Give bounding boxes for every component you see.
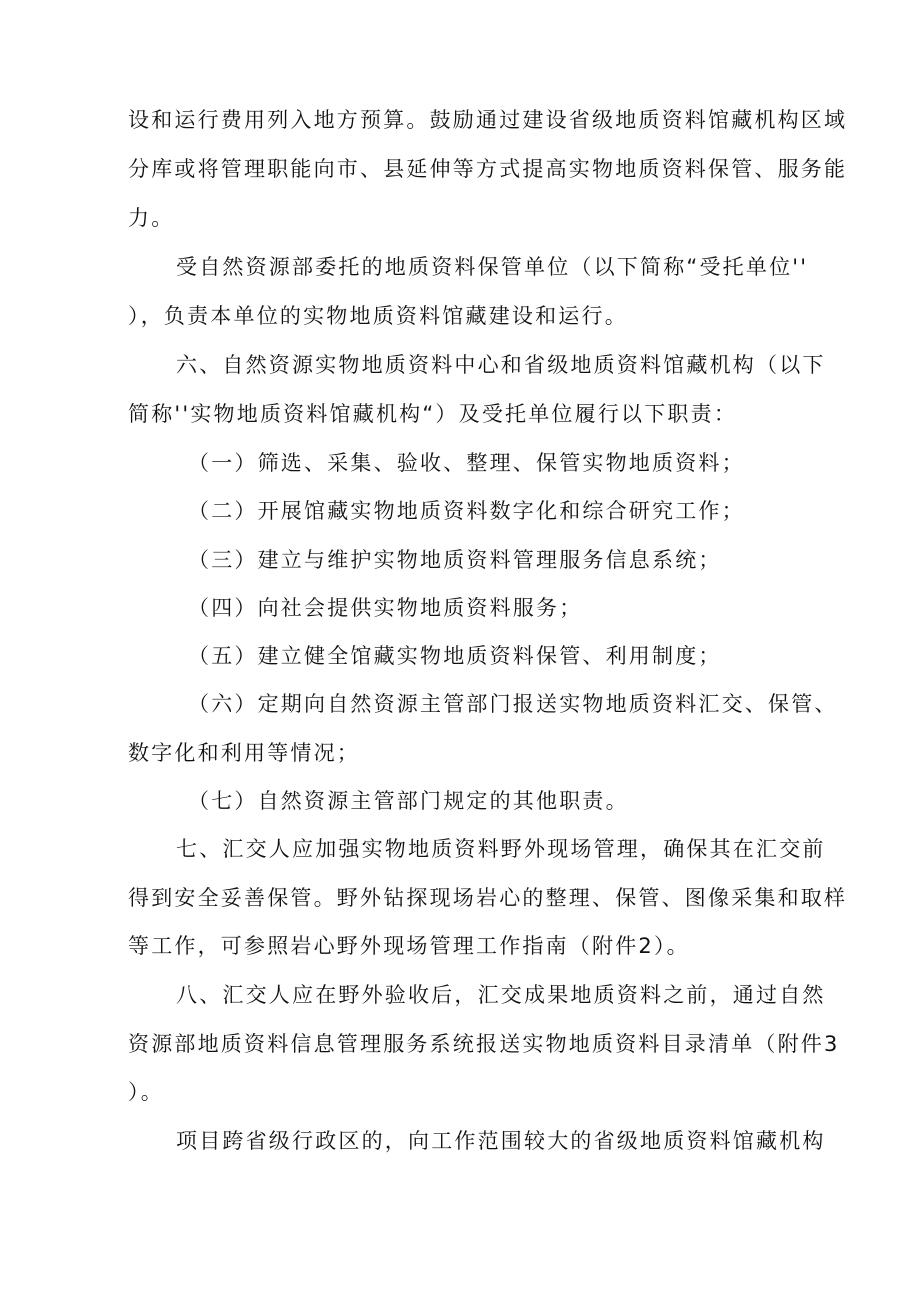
duty-item-6: （六）定期向自然资源主管部门报送实物地质资料汇交、保管、 bbox=[188, 692, 838, 716]
text-line-2: 分库或将管理职能向市、县延伸等方式提高实物地质资料保管、服务能 bbox=[128, 157, 848, 181]
text-line-22: 项目跨省级行政区的，向工作范围较大的省级地质资料馆藏机构 bbox=[176, 1129, 826, 1153]
duty-item-5: （五）建立健全馆藏实物地质资料保管、利用制度； bbox=[188, 644, 722, 668]
duty-item-7: （七）自然资源主管部门规定的其他职责。 bbox=[188, 789, 629, 813]
text-line-18: 等工作，可参照岩心野外现场管理工作指南（附件2）。 bbox=[128, 934, 690, 958]
text-line-16: 七、汇交人应加强实物地质资料野外现场管理，确保其在汇交前 bbox=[176, 837, 826, 861]
text-line-3: 力。 bbox=[128, 206, 175, 230]
duty-item-6-continuation: 数字化和利用等情况； bbox=[128, 741, 360, 765]
text-line-21: ）。 bbox=[128, 1080, 164, 1104]
duty-item-4: （四）向社会提供实物地质资料服务； bbox=[188, 596, 583, 620]
text-line-7: 简称''实物地质资料馆藏机构“）及受托单位履行以下职责： bbox=[128, 402, 738, 426]
text-line-5: ），负责本单位的实物地质资料馆藏建设和运行。 bbox=[128, 304, 628, 328]
duty-item-3: （三）建立与维护实物地质资料管理服务信息系统； bbox=[188, 548, 722, 572]
text-line-17: 得到安全妥善保管。野外钻探现场岩心的整理、保管、图像采集和取样 bbox=[128, 886, 848, 910]
text-line-19: 八、汇交人应在野外验收后，汇交成果地质资料之前，通过自然 bbox=[176, 983, 826, 1007]
text-line-4: 受自然资源部委托的地质资料保管单位（以下简称“受托单位'' bbox=[176, 255, 809, 279]
text-line-20: 资源部地质资料信息管理服务系统报送实物地质资料目录清单（附件3 bbox=[128, 1032, 840, 1056]
text-line-1: 设和运行费用列入地方预算。鼓励通过建设省级地质资料馆藏机构区域 bbox=[128, 108, 848, 132]
duty-item-1: （一）筛选、采集、验收、整理、保管实物地质资料； bbox=[188, 451, 745, 475]
duty-item-2: （二）开展馆藏实物地质资料数字化和综合研究工作； bbox=[188, 499, 745, 523]
text-line-6: 六、自然资源实物地质资料中心和省级地质资料馆藏机构（以下 bbox=[176, 353, 826, 377]
